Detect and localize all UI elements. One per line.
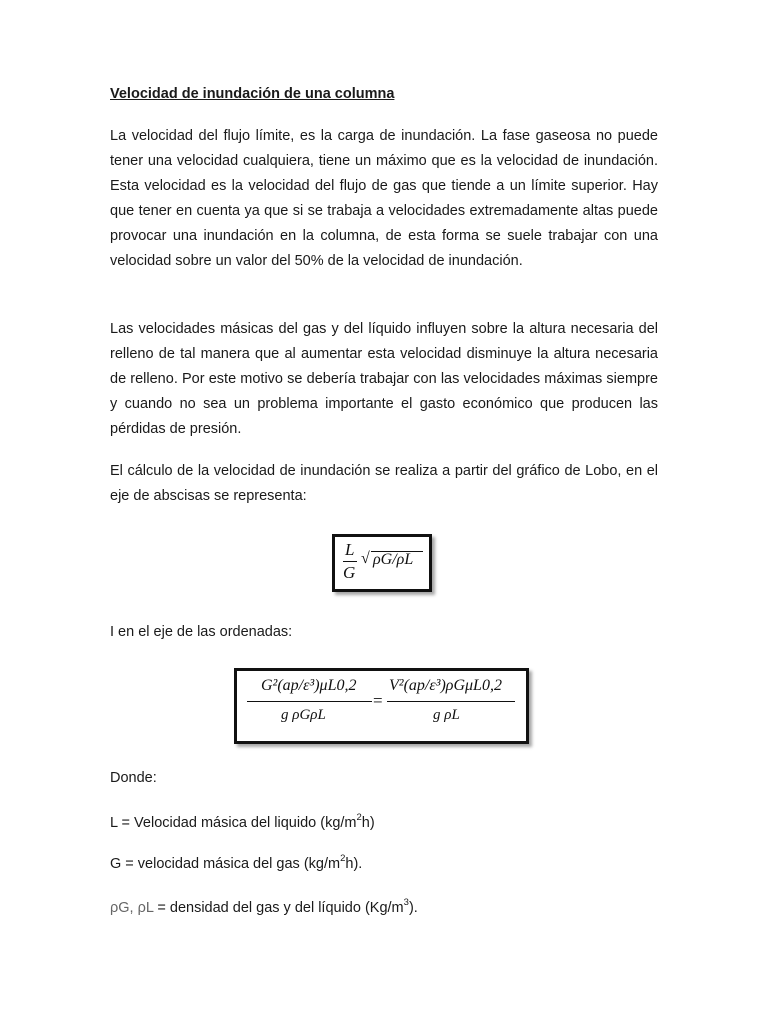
formula-abscisas <box>332 534 432 592</box>
definition-rho: ρG, ρL = densidad del gas y del líquido $(Kg/m^3)$. <box>110 897 418 916</box>
formula-left-numerator: G²(ap/ε³)μL0,2 <box>261 677 357 694</box>
formula-ordenadas <box>234 668 529 744</box>
sqrt-symbol: √ <box>361 550 370 567</box>
formula-right-denominator: g ρL <box>433 707 460 723</box>
formula-equals: = <box>373 691 383 710</box>
definition-L: L = Velocidad másica del liquido $(kg/m^2h)$ <box>110 812 375 831</box>
ordenadas-label: I en el eje de las ordenadas: <box>110 624 293 640</box>
paragraph-mass-velocities: Las velocidades másicas del gas y del líquido influyen sobre la altura necesaria del relleno de tal manera que al aumentar esta velocidad disminuye la altura necesaria de relleno. Por este motivo se debería trabajar con las velocidades máximas siempre y cuando no sea un problema importante el gasto económico que producen las pérdidas de presión. <box>110 321 658 438</box>
formula-radicand: ρG/ρL <box>373 551 414 568</box>
formula-left-denominator: g ρGρL <box>281 707 326 723</box>
paragraph-flooding-definition: La velocidad del flujo límite, es la carga de inundación. La fase gaseosa no puede tener una velocidad cualquiera, tiene un máximo que es la velocidad de inundación. Esta velocidad es la velocidad del flujo de gas que tiende a un límite superior. Hay que tener en cuenta ya que si se trabaja a velocidades extremadamente altas puede provocar una inundación en la columna, de esta forma se suele trabajar con una velocidad sobre un valor del 50% de la velocidad de inundación. <box>110 128 658 270</box>
definition-G: G = velocidad másica del gas $(kg/m^2h)$. <box>110 853 363 872</box>
paragraph-lobo-chart: El cálculo de la velocidad de inundación se realiza a partir del gráfico de Lobo, en el eje de abscisas se representa: <box>110 463 658 505</box>
donde-label: Donde: <box>110 770 157 786</box>
formula-right-numerator: V²(ap/ε³)ρGμL0,2 <box>389 677 502 694</box>
formula-denominator-G: G <box>343 563 356 582</box>
section-title: Velocidad de inundación de una columna <box>110 86 395 102</box>
formula-numerator-L: L <box>345 540 355 559</box>
